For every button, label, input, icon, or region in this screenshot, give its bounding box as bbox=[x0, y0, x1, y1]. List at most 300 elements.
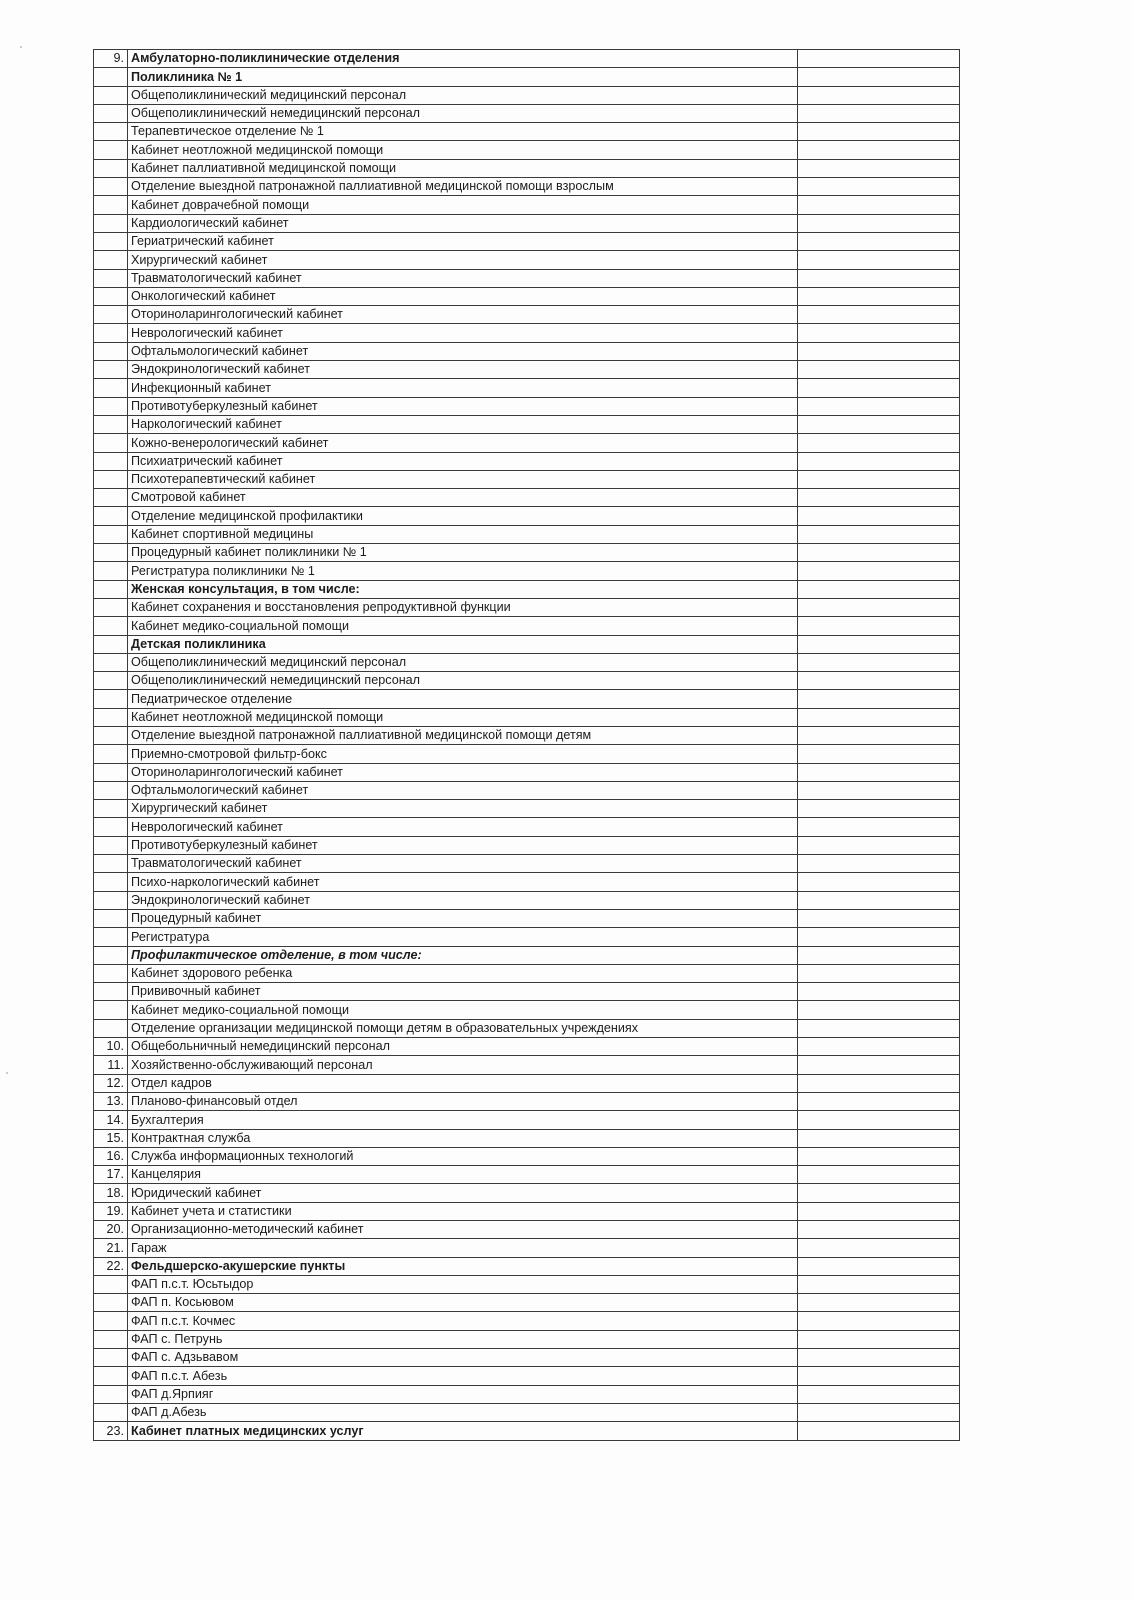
table-row bbox=[94, 525, 960, 543]
row-value-cell bbox=[798, 1202, 960, 1220]
row-number bbox=[94, 726, 128, 744]
table-row bbox=[94, 1129, 960, 1147]
table-row bbox=[94, 635, 960, 653]
table-row bbox=[94, 1202, 960, 1220]
row-number bbox=[94, 1385, 128, 1403]
row-value-cell bbox=[798, 1074, 960, 1092]
row-number bbox=[94, 818, 128, 836]
row-value-cell bbox=[798, 964, 960, 982]
row-value-cell bbox=[798, 525, 960, 543]
row-value-cell bbox=[798, 1056, 960, 1074]
row-number bbox=[94, 745, 128, 763]
row-name: Общеполиклинический немедицинский персонал bbox=[128, 104, 798, 122]
row-value-cell bbox=[798, 617, 960, 635]
table-row bbox=[94, 232, 960, 250]
row-name: Кабинет медико-социальной помощи bbox=[128, 1001, 798, 1019]
row-number bbox=[94, 489, 128, 507]
row-name: Инфекционный кабинет bbox=[128, 379, 798, 397]
table-row bbox=[94, 342, 960, 360]
table-row bbox=[94, 397, 960, 415]
row-name: Неврологический кабинет bbox=[128, 818, 798, 836]
row-number bbox=[94, 1349, 128, 1367]
row-number: 15. bbox=[94, 1129, 128, 1147]
row-number bbox=[94, 983, 128, 1001]
row-name: Общеполиклинический медицинский персонал bbox=[128, 653, 798, 671]
table-row bbox=[94, 964, 960, 982]
row-number bbox=[94, 635, 128, 653]
row-number: 11. bbox=[94, 1056, 128, 1074]
row-number: 17. bbox=[94, 1166, 128, 1184]
row-value-cell bbox=[798, 178, 960, 196]
row-value-cell bbox=[798, 361, 960, 379]
row-number bbox=[94, 214, 128, 232]
table-row bbox=[94, 1422, 960, 1440]
table-row bbox=[94, 745, 960, 763]
table-row bbox=[94, 1001, 960, 1019]
row-number bbox=[94, 653, 128, 671]
row-value-cell bbox=[798, 1239, 960, 1257]
row-name: Канцелярия bbox=[128, 1166, 798, 1184]
row-number bbox=[94, 964, 128, 982]
row-value-cell bbox=[798, 324, 960, 342]
table-row bbox=[94, 928, 960, 946]
row-number bbox=[94, 525, 128, 543]
row-value-cell bbox=[798, 1349, 960, 1367]
row-value-cell bbox=[798, 708, 960, 726]
row-value-cell bbox=[798, 562, 960, 580]
table-row bbox=[94, 287, 960, 305]
table-row bbox=[94, 562, 960, 580]
row-value-cell bbox=[798, 690, 960, 708]
row-number bbox=[94, 1403, 128, 1421]
row-value-cell bbox=[798, 598, 960, 616]
row-value-cell bbox=[798, 159, 960, 177]
table-row bbox=[94, 415, 960, 433]
row-name: Отделение выездной патронажной паллиативной медицинской помощи детям bbox=[128, 726, 798, 744]
row-name: Терапевтическое отделение № 1 bbox=[128, 123, 798, 141]
row-value-cell bbox=[798, 269, 960, 287]
row-number bbox=[94, 690, 128, 708]
row-name: Бухгалтерия bbox=[128, 1111, 798, 1129]
row-value-cell bbox=[798, 672, 960, 690]
row-value-cell bbox=[798, 1147, 960, 1165]
row-value-cell bbox=[798, 1166, 960, 1184]
row-number bbox=[94, 306, 128, 324]
table-row bbox=[94, 507, 960, 525]
row-value-cell bbox=[798, 1001, 960, 1019]
table-row bbox=[94, 1092, 960, 1110]
row-value-cell bbox=[798, 1422, 960, 1440]
table-row bbox=[94, 1367, 960, 1385]
table-row bbox=[94, 1221, 960, 1239]
row-number bbox=[94, 415, 128, 433]
row-number: 16. bbox=[94, 1147, 128, 1165]
table-row bbox=[94, 726, 960, 744]
row-value-cell bbox=[798, 287, 960, 305]
row-value-cell bbox=[798, 1312, 960, 1330]
row-number: 23. bbox=[94, 1422, 128, 1440]
table-row bbox=[94, 1294, 960, 1312]
row-value-cell bbox=[798, 196, 960, 214]
row-number bbox=[94, 86, 128, 104]
row-value-cell bbox=[798, 1385, 960, 1403]
table-row bbox=[94, 1275, 960, 1293]
row-value-cell bbox=[798, 946, 960, 964]
row-name: Процедурный кабинет bbox=[128, 909, 798, 927]
table-row bbox=[94, 946, 960, 964]
row-name: Служба информационных технологий bbox=[128, 1147, 798, 1165]
row-number bbox=[94, 855, 128, 873]
row-name: Неврологический кабинет bbox=[128, 324, 798, 342]
table-row bbox=[94, 580, 960, 598]
row-number bbox=[94, 800, 128, 818]
table-row bbox=[94, 50, 960, 68]
table-row bbox=[94, 1385, 960, 1403]
row-number: 22. bbox=[94, 1257, 128, 1275]
table-row bbox=[94, 68, 960, 86]
table-row bbox=[94, 781, 960, 799]
row-number bbox=[94, 196, 128, 214]
table-row bbox=[94, 909, 960, 927]
row-value-cell bbox=[798, 104, 960, 122]
row-value-cell bbox=[798, 214, 960, 232]
row-value-cell bbox=[798, 86, 960, 104]
table-row bbox=[94, 251, 960, 269]
row-name: ФАП с. Адзьвавом bbox=[128, 1349, 798, 1367]
row-name: Кабинет доврачебной помощи bbox=[128, 196, 798, 214]
row-number bbox=[94, 946, 128, 964]
row-name: Регистратура bbox=[128, 928, 798, 946]
row-name: Хирургический кабинет bbox=[128, 251, 798, 269]
row-value-cell bbox=[798, 855, 960, 873]
table-row bbox=[94, 1038, 960, 1056]
row-name: Кабинет неотложной медицинской помощи bbox=[128, 141, 798, 159]
row-value-cell bbox=[798, 470, 960, 488]
table-row bbox=[94, 470, 960, 488]
row-name: Оториноларингологический кабинет bbox=[128, 306, 798, 324]
row-name: Контрактная служба bbox=[128, 1129, 798, 1147]
table-row bbox=[94, 983, 960, 1001]
table-row bbox=[94, 1330, 960, 1348]
table-row bbox=[94, 1349, 960, 1367]
row-value-cell bbox=[798, 544, 960, 562]
table-row bbox=[94, 214, 960, 232]
row-name: Общеполиклинический медицинский персонал bbox=[128, 86, 798, 104]
row-name: Гараж bbox=[128, 1239, 798, 1257]
row-value-cell bbox=[798, 745, 960, 763]
table-row bbox=[94, 1403, 960, 1421]
row-name: Приемно-смотровой фильтр-бокс bbox=[128, 745, 798, 763]
row-number bbox=[94, 580, 128, 598]
row-value-cell bbox=[798, 1294, 960, 1312]
row-name: ФАП п.с.т. Юсьтыдор bbox=[128, 1275, 798, 1293]
row-value-cell bbox=[798, 379, 960, 397]
row-name: Профилактическое отделение, в том числе: bbox=[128, 946, 798, 964]
row-value-cell bbox=[798, 251, 960, 269]
row-name: Кабинет спортивной медицины bbox=[128, 525, 798, 543]
row-name: Кабинет платных медицинских услуг bbox=[128, 1422, 798, 1440]
table-row bbox=[94, 1074, 960, 1092]
table-row bbox=[94, 544, 960, 562]
row-number bbox=[94, 68, 128, 86]
row-name: Травматологический кабинет bbox=[128, 269, 798, 287]
row-number bbox=[94, 708, 128, 726]
row-value-cell bbox=[798, 1038, 960, 1056]
row-number: 20. bbox=[94, 1221, 128, 1239]
row-number bbox=[94, 836, 128, 854]
row-name: Гериатрический кабинет bbox=[128, 232, 798, 250]
row-name: Кабинет медико-социальной помощи bbox=[128, 617, 798, 635]
row-number: 13. bbox=[94, 1092, 128, 1110]
row-value-cell bbox=[798, 397, 960, 415]
row-name: Хирургический кабинет bbox=[128, 800, 798, 818]
row-name: Кожно-венерологический кабинет bbox=[128, 434, 798, 452]
row-name: Кабинет сохранения и восстановления репродуктивной функции bbox=[128, 598, 798, 616]
row-name: Планово-финансовый отдел bbox=[128, 1092, 798, 1110]
row-number bbox=[94, 452, 128, 470]
table-row bbox=[94, 434, 960, 452]
row-number bbox=[94, 763, 128, 781]
row-value-cell bbox=[798, 873, 960, 891]
row-number: 9. bbox=[94, 50, 128, 68]
row-number bbox=[94, 342, 128, 360]
row-number bbox=[94, 1312, 128, 1330]
row-number bbox=[94, 1294, 128, 1312]
row-number bbox=[94, 287, 128, 305]
row-value-cell bbox=[798, 909, 960, 927]
row-value-cell bbox=[798, 891, 960, 909]
table-row bbox=[94, 800, 960, 818]
row-name: Кабинет здорового ребенка bbox=[128, 964, 798, 982]
row-number bbox=[94, 544, 128, 562]
row-name: Кабинет учета и статистики bbox=[128, 1202, 798, 1220]
row-name: Отделение выездной патронажной паллиативной медицинской помощи взрослым bbox=[128, 178, 798, 196]
row-number bbox=[94, 909, 128, 927]
row-value-cell bbox=[798, 1330, 960, 1348]
row-name: Кардиологический кабинет bbox=[128, 214, 798, 232]
row-name: Общеполиклинический немедицинский персонал bbox=[128, 672, 798, 690]
row-number bbox=[94, 891, 128, 909]
row-number bbox=[94, 598, 128, 616]
table-row bbox=[94, 1239, 960, 1257]
table-row bbox=[94, 379, 960, 397]
table-row bbox=[94, 159, 960, 177]
row-number bbox=[94, 361, 128, 379]
row-value-cell bbox=[798, 800, 960, 818]
row-value-cell bbox=[798, 983, 960, 1001]
table-row bbox=[94, 1184, 960, 1202]
table-row bbox=[94, 1312, 960, 1330]
table-row bbox=[94, 873, 960, 891]
row-number bbox=[94, 251, 128, 269]
row-name: Офтальмологический кабинет bbox=[128, 781, 798, 799]
table-row bbox=[94, 891, 960, 909]
row-name: ФАП п.с.т. Кочмес bbox=[128, 1312, 798, 1330]
scan-speck bbox=[20, 46, 22, 48]
row-value-cell bbox=[798, 434, 960, 452]
row-name: Смотровой кабинет bbox=[128, 489, 798, 507]
row-number: 10. bbox=[94, 1038, 128, 1056]
row-value-cell bbox=[798, 342, 960, 360]
row-number bbox=[94, 397, 128, 415]
row-name: Отделение организации медицинской помощи детям в образовательных учреждениях bbox=[128, 1019, 798, 1037]
table-row bbox=[94, 361, 960, 379]
row-name: Прививочный кабинет bbox=[128, 983, 798, 1001]
row-value-cell bbox=[798, 781, 960, 799]
row-number bbox=[94, 470, 128, 488]
row-number: 14. bbox=[94, 1111, 128, 1129]
row-value-cell bbox=[798, 1129, 960, 1147]
table-row bbox=[94, 178, 960, 196]
row-name: Противотуберкулезный кабинет bbox=[128, 836, 798, 854]
row-name: Фельдшерско-акушерские пункты bbox=[128, 1257, 798, 1275]
row-number bbox=[94, 507, 128, 525]
table-row bbox=[94, 1056, 960, 1074]
row-number bbox=[94, 672, 128, 690]
table-row bbox=[94, 855, 960, 873]
row-number bbox=[94, 178, 128, 196]
table-row bbox=[94, 1111, 960, 1129]
row-number bbox=[94, 617, 128, 635]
row-value-cell bbox=[798, 507, 960, 525]
table-row bbox=[94, 690, 960, 708]
table-row bbox=[94, 306, 960, 324]
row-number: 18. bbox=[94, 1184, 128, 1202]
row-name: Женская консультация, в том числе: bbox=[128, 580, 798, 598]
table-body bbox=[94, 50, 960, 1441]
row-number bbox=[94, 324, 128, 342]
row-name: Наркологический кабинет bbox=[128, 415, 798, 433]
row-name: Кабинет паллиативной медицинской помощи bbox=[128, 159, 798, 177]
table-row bbox=[94, 489, 960, 507]
row-value-cell bbox=[798, 763, 960, 781]
row-value-cell bbox=[798, 50, 960, 68]
row-name: ФАП д.Абезь bbox=[128, 1403, 798, 1421]
table-row bbox=[94, 452, 960, 470]
row-number bbox=[94, 123, 128, 141]
row-name: ФАП п.с.т. Абезь bbox=[128, 1367, 798, 1385]
table-row bbox=[94, 141, 960, 159]
table-row bbox=[94, 836, 960, 854]
row-name: Противотуберкулезный кабинет bbox=[128, 397, 798, 415]
table-row bbox=[94, 269, 960, 287]
table-row bbox=[94, 708, 960, 726]
row-value-cell bbox=[798, 1367, 960, 1385]
row-name: Общебольничный немедицинский персонал bbox=[128, 1038, 798, 1056]
row-name: Юридический кабинет bbox=[128, 1184, 798, 1202]
row-name: Офтальмологический кабинет bbox=[128, 342, 798, 360]
row-value-cell bbox=[798, 306, 960, 324]
row-name: Оториноларингологический кабинет bbox=[128, 763, 798, 781]
departments-table bbox=[93, 49, 960, 1441]
table-row bbox=[94, 617, 960, 635]
row-number bbox=[94, 1001, 128, 1019]
row-number bbox=[94, 1019, 128, 1037]
row-number bbox=[94, 269, 128, 287]
row-value-cell bbox=[798, 1403, 960, 1421]
row-value-cell bbox=[798, 726, 960, 744]
table-row bbox=[94, 104, 960, 122]
row-value-cell bbox=[798, 1019, 960, 1037]
row-number bbox=[94, 379, 128, 397]
row-name: Амбулаторно-поликлинические отделения bbox=[128, 50, 798, 68]
row-number bbox=[94, 928, 128, 946]
table-row bbox=[94, 763, 960, 781]
row-name: Поликлиника № 1 bbox=[128, 68, 798, 86]
row-name: Онкологический кабинет bbox=[128, 287, 798, 305]
table-row bbox=[94, 86, 960, 104]
row-value-cell bbox=[798, 123, 960, 141]
row-name: Отделение медицинской профилактики bbox=[128, 507, 798, 525]
row-name: Хозяйственно-обслуживающий персонал bbox=[128, 1056, 798, 1074]
row-value-cell bbox=[798, 415, 960, 433]
row-value-cell bbox=[798, 489, 960, 507]
row-number bbox=[94, 434, 128, 452]
row-value-cell bbox=[798, 452, 960, 470]
row-value-cell bbox=[798, 818, 960, 836]
row-number bbox=[94, 141, 128, 159]
row-value-cell bbox=[798, 1221, 960, 1239]
row-value-cell bbox=[798, 1184, 960, 1202]
table-row bbox=[94, 672, 960, 690]
table-row bbox=[94, 1019, 960, 1037]
row-value-cell bbox=[798, 1111, 960, 1129]
table-row bbox=[94, 1166, 960, 1184]
scan-speck bbox=[6, 1072, 8, 1074]
row-value-cell bbox=[798, 836, 960, 854]
row-name: Отдел кадров bbox=[128, 1074, 798, 1092]
row-number bbox=[94, 781, 128, 799]
row-number: 19. bbox=[94, 1202, 128, 1220]
row-value-cell bbox=[798, 232, 960, 250]
row-value-cell bbox=[798, 1092, 960, 1110]
table-row bbox=[94, 196, 960, 214]
row-value-cell bbox=[798, 1275, 960, 1293]
row-name: ФАП с. Петрунь bbox=[128, 1330, 798, 1348]
row-number: 21. bbox=[94, 1239, 128, 1257]
row-number: 12. bbox=[94, 1074, 128, 1092]
row-name: Процедурный кабинет поликлиники № 1 bbox=[128, 544, 798, 562]
table-row bbox=[94, 1147, 960, 1165]
table-row bbox=[94, 123, 960, 141]
row-name: Эндокринологический кабинет bbox=[128, 891, 798, 909]
row-name: Кабинет неотложной медицинской помощи bbox=[128, 708, 798, 726]
row-name: ФАП д.Ярпияг bbox=[128, 1385, 798, 1403]
row-value-cell bbox=[798, 635, 960, 653]
table-row bbox=[94, 818, 960, 836]
row-name: Эндокринологический кабинет bbox=[128, 361, 798, 379]
row-name: ФАП п. Косьювом bbox=[128, 1294, 798, 1312]
row-name: Регистратура поликлиники № 1 bbox=[128, 562, 798, 580]
row-value-cell bbox=[798, 928, 960, 946]
table-row bbox=[94, 324, 960, 342]
row-value-cell bbox=[798, 141, 960, 159]
table-row bbox=[94, 653, 960, 671]
row-name: Травматологический кабинет bbox=[128, 855, 798, 873]
row-number bbox=[94, 1367, 128, 1385]
row-number bbox=[94, 159, 128, 177]
row-number bbox=[94, 104, 128, 122]
row-number bbox=[94, 232, 128, 250]
row-number bbox=[94, 873, 128, 891]
row-name: Психо-наркологический кабинет bbox=[128, 873, 798, 891]
table-row bbox=[94, 598, 960, 616]
row-name: Психиатрический кабинет bbox=[128, 452, 798, 470]
row-name: Организационно-методический кабинет bbox=[128, 1221, 798, 1239]
row-value-cell bbox=[798, 653, 960, 671]
row-value-cell bbox=[798, 580, 960, 598]
row-number bbox=[94, 1275, 128, 1293]
